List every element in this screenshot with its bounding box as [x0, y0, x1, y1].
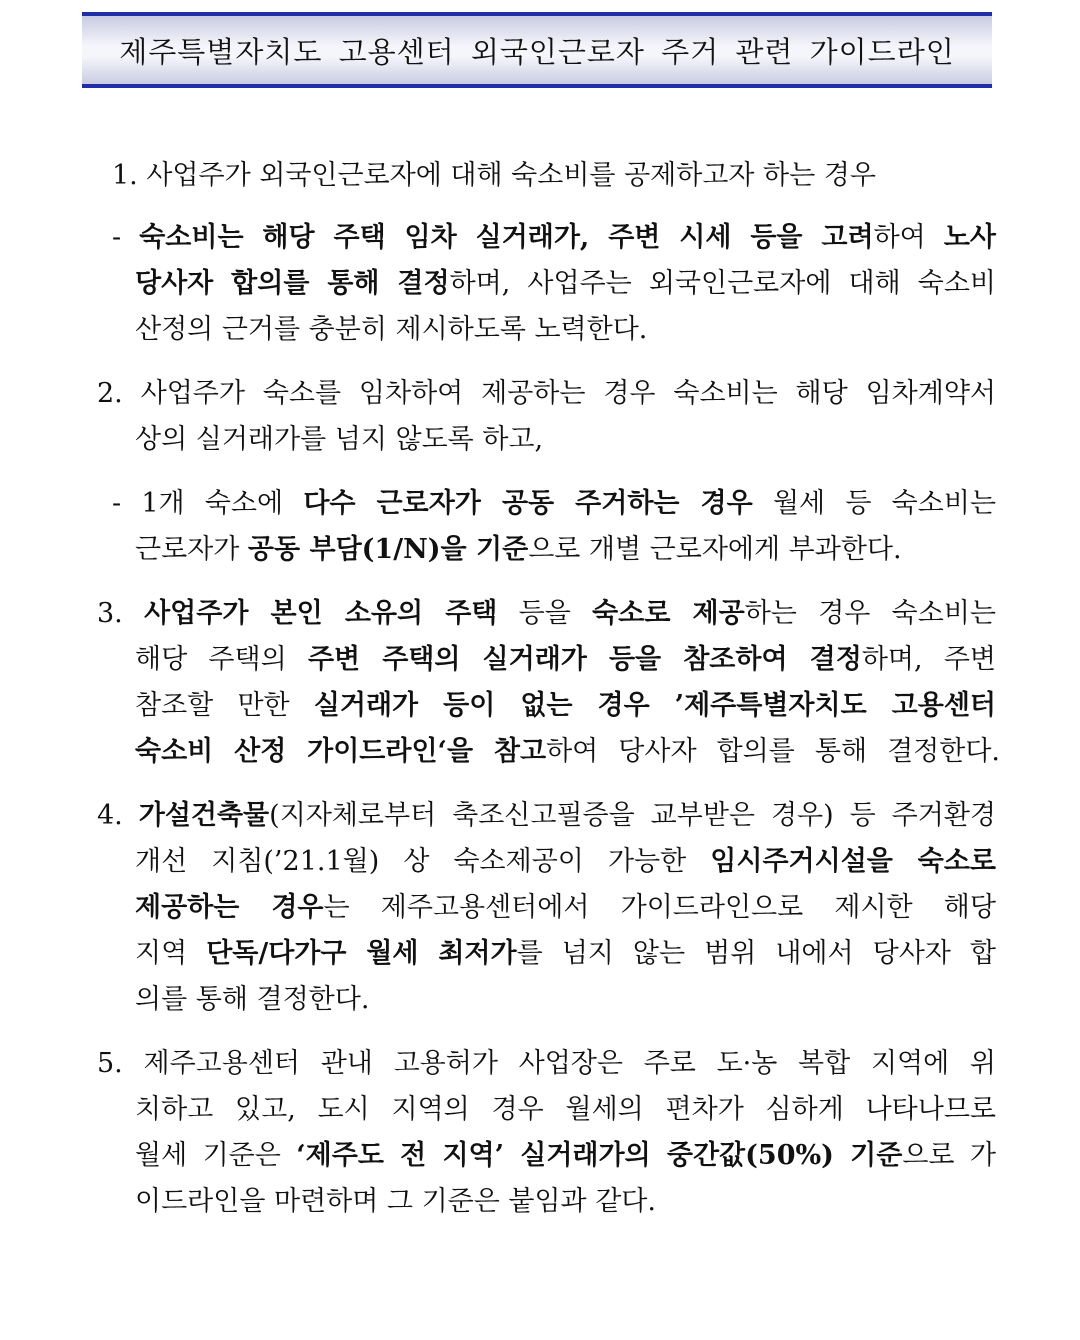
emphasized-text: 당사자 합의를 통해 결정 — [135, 268, 450, 299]
text-run: 하며, 주변 — [861, 644, 996, 675]
text-run: 산정의 근거를 충분히 제시하도록 노력한다. — [135, 314, 648, 345]
section-4-line — [135, 846, 996, 878]
section-4-line — [135, 892, 996, 924]
emphasized-text: 숙소비는 해당 주택 임차 실거래가, 주변 시세 등을 고려 — [139, 222, 874, 253]
section-2-line — [97, 378, 996, 410]
text-run: 5. 제주고용센터 관내 고용허가 사업장은 주로 도·농 복합 지역에 위 — [97, 1048, 996, 1079]
emphasized-text: 숙소로 제공 — [592, 598, 745, 629]
section-5-line — [135, 1140, 996, 1172]
section-5-line — [135, 1186, 656, 1218]
emphasized-text: ‘제주도 전 지역’ 실거래가의 중간값(50%) 기준 — [296, 1140, 903, 1171]
text-run: 이드라인을 마련하며 그 기준은 붙임과 같다. — [135, 1186, 656, 1217]
title-banner — [82, 12, 992, 88]
text-run: 하여 당사자 합의를 통해 결정한다. — [546, 736, 1001, 767]
emphasized-text: 다수 근로자가 공동 주거하는 경우 — [303, 488, 753, 519]
text-run: 1. 사업주가 외국인근로자에 대해 숙소비를 공제하고자 하는 경우 — [112, 160, 876, 191]
section-3-line — [97, 598, 996, 630]
text-run: 월세 기준은 — [135, 1140, 297, 1171]
section-3-line — [135, 690, 996, 722]
text-run: 참조할 만한 — [135, 690, 314, 721]
emphasized-text: 사업주가 본인 소유의 주택 — [144, 598, 498, 629]
section-2-line — [135, 424, 543, 456]
section-1-bullet-line — [135, 268, 996, 300]
document-title: 제주특별자치도 고용센터 외국인근로자 주거 관련 가이드라인 — [119, 34, 955, 69]
emphasized-text: 노사 — [943, 222, 996, 253]
section-3-line — [135, 644, 996, 676]
text-run: 2. 사업주가 숙소를 임차하여 제공하는 경우 숙소비는 해당 임차계약서 — [97, 378, 996, 409]
text-run: 해당 주택의 — [135, 644, 308, 675]
text-run: 월세 등 숙소비는 — [752, 488, 996, 519]
section-5-line — [97, 1048, 996, 1080]
emphasized-text: 가설건축물 — [138, 800, 270, 831]
section-1-heading — [112, 160, 876, 192]
text-run: 등을 — [497, 598, 593, 629]
emphasized-text: 실거래가 등이 없는 경우 ’제주특별자치도 고용센터 — [313, 690, 997, 721]
section-2-bullet-line — [112, 488, 996, 520]
text-run: 3. — [97, 598, 145, 629]
text-run: 으로 가 — [902, 1140, 996, 1171]
emphasized-text: 제공하는 경우 — [135, 892, 324, 923]
text-run: 하며, 사업주는 외국인근로자에 대해 숙소비 — [449, 268, 996, 299]
text-run: 하는 경우 숙소비는 — [744, 598, 996, 629]
text-run: 치하고 있고, 도시 지역의 경우 월세의 편차가 심하게 나타나므로 — [135, 1094, 996, 1125]
emphasized-text: 단독/다가구 월세 최저가 — [206, 938, 517, 969]
text-run: 하여 — [873, 222, 944, 253]
text-run: 으로 개별 근로자에게 부과한다. — [528, 534, 902, 565]
text-run: 4. — [97, 800, 139, 831]
text-run: 를 넘지 않는 범위 내에서 당사자 합 — [516, 938, 996, 969]
section-1-bullet-line — [112, 222, 996, 254]
section-4-line — [97, 800, 996, 832]
text-run: - — [112, 222, 140, 253]
section-4-line — [135, 938, 996, 970]
text-run: 는 제주고용센터에서 가이드라인으로 제시한 해당 — [323, 892, 996, 923]
text-run: 개선 지침(’21.1월) 상 숙소제공이 가능한 — [135, 846, 711, 877]
section-1-bullet-line — [135, 314, 647, 346]
emphasized-text: 공동 부담(1/N)을 기준 — [247, 534, 529, 565]
emphasized-text: 임시주거시설을 숙소로 — [710, 846, 996, 877]
text-run: 지역 — [135, 938, 207, 969]
section-2-bullet-line — [135, 534, 902, 566]
text-run: 근로자가 — [135, 534, 248, 565]
section-4-line — [135, 984, 369, 1016]
text-run: - 1개 숙소에 — [112, 488, 304, 519]
text-run: 의를 통해 결정한다. — [135, 984, 370, 1015]
section-3-line — [135, 736, 1000, 768]
section-5-line — [135, 1094, 996, 1126]
text-run: 상의 실거래가를 넘지 않도록 하고, — [135, 424, 544, 455]
emphasized-text: 숙소비 산정 가이드라인‘을 참고 — [135, 736, 547, 767]
emphasized-text: 주변 주택의 실거래가 등을 참조하여 결정 — [307, 644, 862, 675]
text-run: (지자체로부터 축조신고필증을 교부받은 경우) 등 주거환경 — [269, 800, 997, 831]
